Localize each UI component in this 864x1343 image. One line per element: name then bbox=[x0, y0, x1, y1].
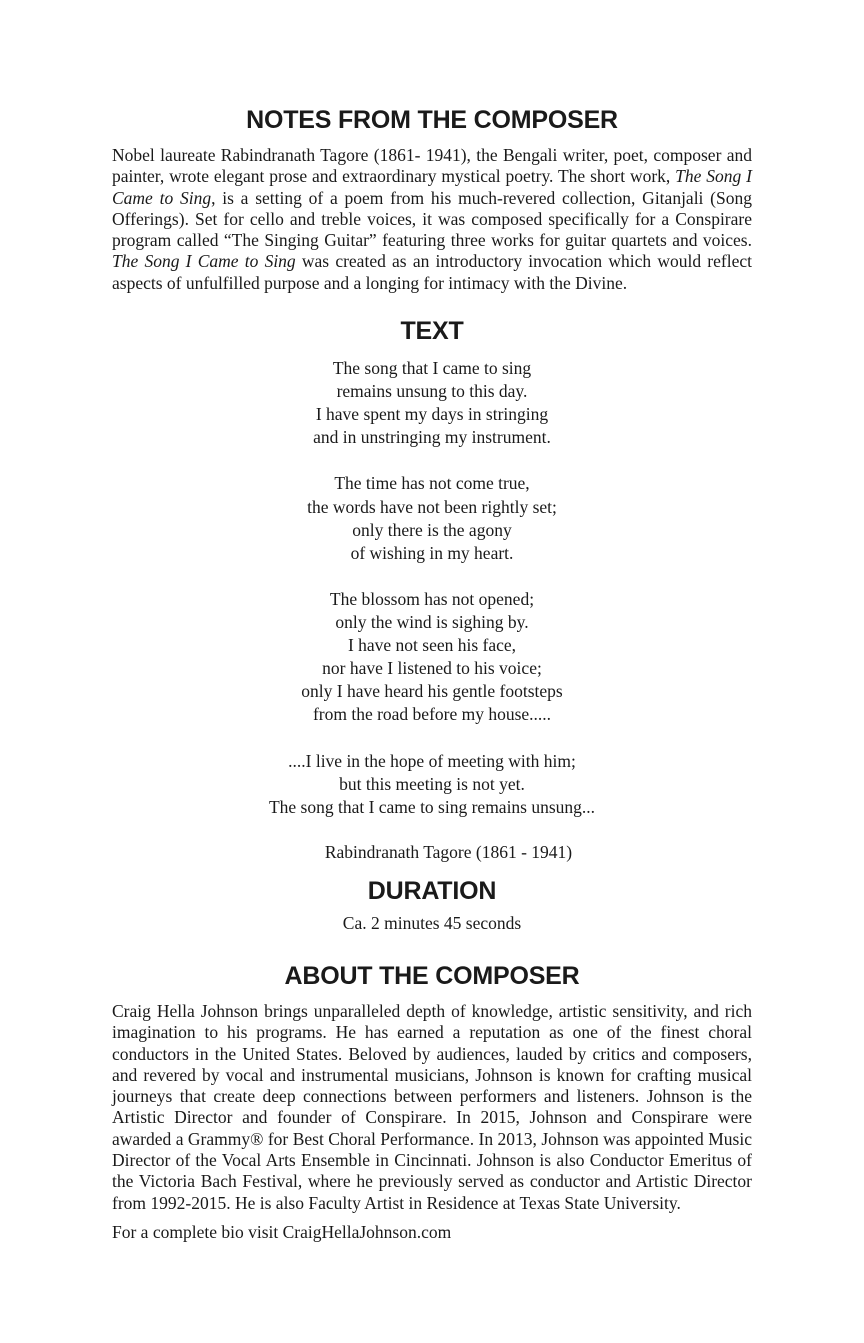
poem-stanza bbox=[112, 472, 752, 564]
notes-paragraph bbox=[112, 145, 752, 294]
poem-line: of wishing in my heart. bbox=[350, 542, 514, 563]
poem-line: The song that I came to sing remains unsung... bbox=[268, 796, 596, 817]
poem-line: only there is the agony bbox=[352, 519, 512, 540]
poem-line: only the wind is sighing by. bbox=[335, 612, 529, 633]
poem bbox=[112, 357, 752, 842]
poem-line: I have not seen his face, bbox=[347, 635, 517, 656]
text-heading: TEXT bbox=[400, 317, 464, 345]
work-title-1: The Song I Came to Sing bbox=[112, 166, 752, 208]
poem-line: only I have heard his gentle footsteps bbox=[301, 681, 563, 702]
poem-line: but this meeting is not yet. bbox=[339, 773, 525, 794]
notes-heading: NOTES FROM THE COMPOSER bbox=[246, 106, 618, 134]
bio-link-text: For a complete bio visit CraigHellaJohnson.com bbox=[112, 1222, 452, 1242]
notes-text-1: Nobel laureate Rabindranath Tagore (1861- 1941), the Bengali writer, poet, composer and painter, wrote elegant prose and extraordinary mystical poetry. The short work, bbox=[112, 145, 752, 187]
poem-line: The blossom has not opened; bbox=[329, 588, 535, 609]
about-heading: ABOUT THE COMPOSER bbox=[284, 962, 580, 990]
poem-line: The time has not come true, bbox=[334, 473, 530, 494]
duration-value: Ca. 2 minutes 45 seconds bbox=[342, 913, 522, 933]
duration-heading: DURATION bbox=[367, 877, 497, 905]
poem-author: Rabindranath Tagore (1861 - 1941) bbox=[324, 842, 573, 862]
work-title-2: The Song I Came to Sing bbox=[112, 251, 296, 272]
poem-line: I have spent my days in stringing bbox=[315, 404, 549, 425]
poem-line: The song that I came to sing bbox=[332, 358, 532, 378]
poem-line: from the road before my house..... bbox=[312, 704, 552, 725]
poem-stanza bbox=[112, 588, 752, 727]
poem-line: remains unsung to this day. bbox=[336, 381, 528, 402]
about-bio: Craig Hella Johnson brings unparalleled depth of knowledge, artistic sensitivity, and rich imagination to his programs. He has earned a reputation as one of the finest choral conductors in the United States. Beloved by audiences, lauded by critics and composers, and revered by vocal and instrumental musicians, Johnson is known for crafting musical journeys that create deep connections between performers and listeners. Johnson is the Artistic Director and founder of Conspirare. In 2015, Johnson and Conspirare were awarded a Grammy® for Best Choral Performance. In 2013, Johnson was appointed Music Director of the Vocal Arts Ensemble in Cincinnati. Johnson is also Conductor Emeritus of the Victoria Bach Festival, where he previously served as conductor and Artistic Director from 1992-2015. He is also Faculty Artist in Residence at Texas State University. bbox=[112, 1001, 752, 1213]
poem-line: and in unstringing my instrument. bbox=[313, 427, 551, 448]
poem-line: the words have not been rightly set; bbox=[307, 496, 557, 517]
notes-text-2: , is a setting of a poem from his much-revered collection, Gitanjali (Song Offerings). Set for cello and treble voices, it was composed specifically for a Conspirare program called “The Singing Guitar” featuring three works for guitar quartets and voices. bbox=[112, 187, 752, 251]
poem-line: nor have I listened to his voice; bbox=[322, 658, 542, 679]
poem-line: ....I live in the hope of meeting with him; bbox=[288, 750, 576, 771]
notes-text-3: was created as an introductory invocation which would reflect aspects of unfulfilled purpose and a longing for intimacy with the Divine. bbox=[112, 251, 752, 293]
poem-stanza bbox=[112, 750, 752, 819]
poem-stanza bbox=[112, 357, 752, 449]
